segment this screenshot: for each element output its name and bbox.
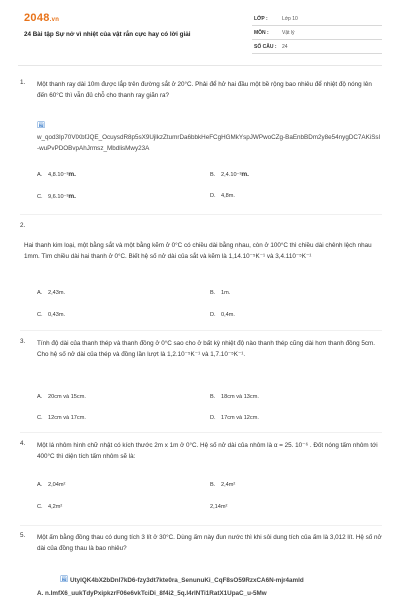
image-alt-text: w_qod3Ip70VlXbfJQE_OcuysdR8p5sX9UjlkzZtumrDa6bbkHeFCgHGMkYspJWPwoCZg-BaEnbBDm2y8e54nygDC7AKiSsl-wuPvPDOBvpAhJrmsz_MbdlisMwy23A [37, 134, 380, 152]
option-c[interactable]: C. 4,2m² [37, 504, 63, 510]
option-a[interactable]: A. 20cm và 15cm. [37, 394, 86, 400]
option-c[interactable]: C. 9,6.10⁻³m. [37, 193, 76, 200]
meta-subject: MÔN : Vật lý [252, 28, 382, 40]
option-a[interactable]: A. 2,43m. [37, 290, 66, 296]
option-a[interactable]: A. 2,04m² [37, 482, 66, 488]
option-c[interactable]: C. 12cm và 17cm. [37, 415, 86, 421]
question-divider [20, 330, 382, 331]
question-text: Một ấm bằng đồng thau có dung tích 3 lít ở 30°C. Dùng ấm này đun nước thì khi sôi dung tích của ấm là 3,012 lít. Hệ số nở dài của đồng thau là bao nhiêu? [37, 534, 382, 552]
question-text: Một lá nhôm hình chữ nhật có kích thước 2m x 1m ở 0°C. Hệ số nở dài của nhôm là α = 25. 10⁻⁶ . Đốt nóng tấm nhôm tới 400°C thì diện tích tấm nhôm sẽ là: [37, 442, 378, 460]
question-text: Tính độ dài của thanh thép và thanh đồng ở 0°C sao cho ở bất kỳ nhiệt độ nào thanh thép cũng dài hơn thanh đồng 5cm. Cho hệ số nở dài của thép và đồng lần lượt là 1,2.10⁻⁵K⁻¹ và 1,7.10⁻⁵K⁻¹. [37, 340, 376, 358]
header-divider [18, 65, 382, 66]
page-title: 24 Bài tập Sự nở vì nhiệt của vật rắn cực hay có lời giải [24, 31, 191, 38]
question-number: 1. [20, 79, 26, 86]
option-b[interactable]: B. 2,4m² [210, 482, 236, 488]
question-divider [20, 214, 382, 215]
question-text: Một thanh ray dài 10m được lắp trên đường sắt ở 20°C. Phải để hở hai đầu một bề rộng bao nhiêu để nhiệt độ nóng lên đến 60°C thì vẫn đủ chỗ cho thanh ray giãn ra? [37, 81, 372, 99]
meta-class: LỚP : Lớp 10 [252, 14, 382, 26]
question-divider [20, 432, 382, 433]
question-3 [20, 338, 382, 428]
question-2 [20, 222, 382, 332]
question-1 [20, 79, 382, 209]
option-d[interactable]: D. 17cm và 12cm. [210, 415, 259, 421]
question-divider [20, 525, 382, 526]
question-number: 5. [20, 532, 26, 539]
option-a[interactable]: A. 4,8.10⁻³m. [37, 171, 76, 178]
option-d[interactable]: 2,14m² [210, 504, 228, 510]
page-header [0, 0, 400, 60]
question-5 [20, 532, 382, 600]
option-a-partial[interactable]: A. n.lmfX6_uukTdyPxipkzrF06e6vkTciDi_8f4i2_5q.l4rlNTi1RatX1UpaC_u-5Mw [37, 590, 267, 597]
question-number: 4. [20, 440, 26, 447]
option-b[interactable]: B. 1m. [210, 290, 231, 296]
site-logo[interactable]: 2048.vn [24, 12, 60, 24]
option-b[interactable]: B. 18cm và 13cm. [210, 394, 259, 400]
broken-image-icon: 🖼 [60, 576, 69, 583]
option-d[interactable]: D. 4,8m. [210, 193, 235, 199]
question-number: 3. [20, 338, 26, 345]
option-c[interactable]: C. 0,43m. [37, 312, 66, 318]
question-number: 2. [20, 222, 26, 229]
meta-question-count: SỐ CÂU : 24 [252, 42, 382, 54]
question-4 [20, 440, 382, 525]
broken-image-icon: 🖼 [37, 122, 46, 129]
question-text: Hai thanh kim loại, một bằng sắt và một bằng kẽm ở 0°C có chiều dài bằng nhau, còn ở 100°C thì chiều dài chênh lệch nhau 1mm. Tìm chiều dài hai thanh ở 0°C. Biết hệ số nở dài của sắt và kẽm là 1,14.10⁻⁵K⁻¹ và 3,4.110⁻⁵K⁻¹ [24, 242, 372, 260]
image-alt-text: UtylQK4bX2bDnl7kD6-fzy3dt7kte0ra_SenunuKi_CqF8sO59RzxCA6N-mjr4amld [70, 577, 304, 584]
option-b[interactable]: B. 2,4.10⁻³m. [210, 171, 249, 178]
option-d[interactable]: D. 0,4m. [210, 312, 235, 318]
